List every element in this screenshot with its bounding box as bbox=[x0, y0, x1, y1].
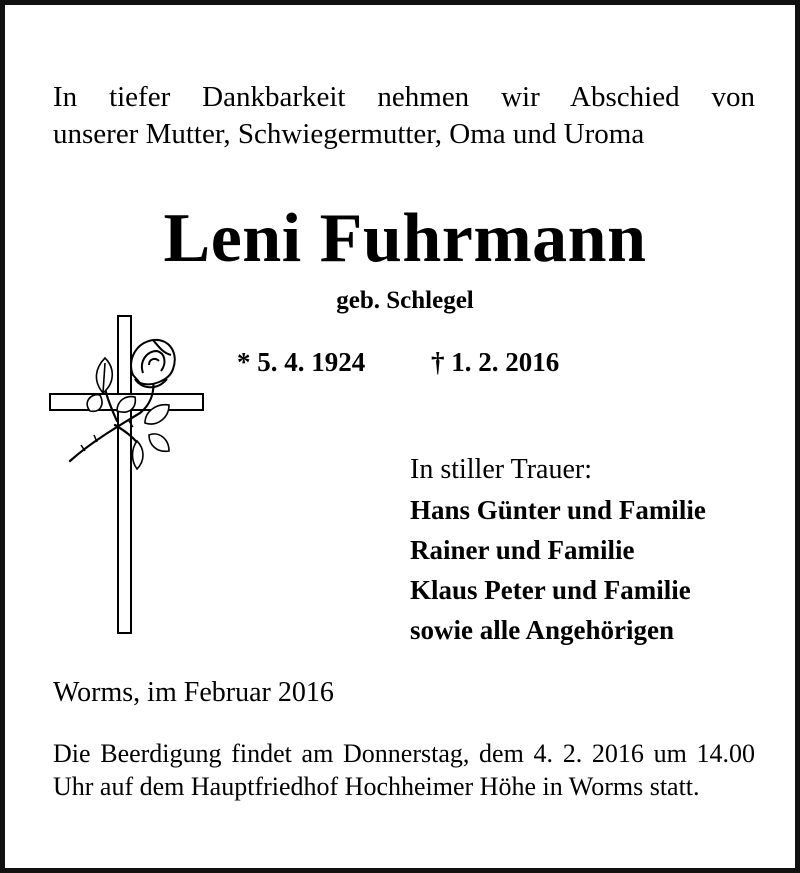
cross-with-rose-icon bbox=[45, 313, 210, 638]
mourner-name: Hans Günter und Familie bbox=[410, 495, 706, 525]
mourner-name: Klaus Peter und Familie bbox=[410, 575, 691, 605]
deceased-name: Leni Fuhrmann bbox=[163, 200, 647, 277]
mourner-name: Rainer und Familie bbox=[410, 535, 635, 565]
mourners-block bbox=[410, 450, 706, 650]
mourner-name: sowie alle Angehörigen bbox=[410, 615, 674, 645]
birth-date: * 5. 4. 1924 bbox=[237, 347, 366, 377]
intro-line-1: In tiefer Dankbarkeit nehmen wir Abschied von bbox=[53, 81, 755, 113]
intro-text bbox=[53, 79, 755, 153]
mourners-heading: In stiller Trauer: bbox=[410, 454, 592, 485]
intro-line-2: unserer Mutter, Schwiegermutter, Oma und Uroma bbox=[53, 118, 645, 150]
death-date: † 1. 2. 2016 bbox=[431, 347, 560, 377]
place-date: Worms, im Februar 2016 bbox=[53, 677, 334, 708]
maiden-name: geb. Schlegel bbox=[336, 287, 474, 314]
funeral-notice: Die Beerdigung findet am Donnerstag, dem 4. 2. 2016 um 14.00 Uhr auf dem Hauptfriedhof Hochheimer Höhe in Worms statt. bbox=[53, 739, 755, 801]
